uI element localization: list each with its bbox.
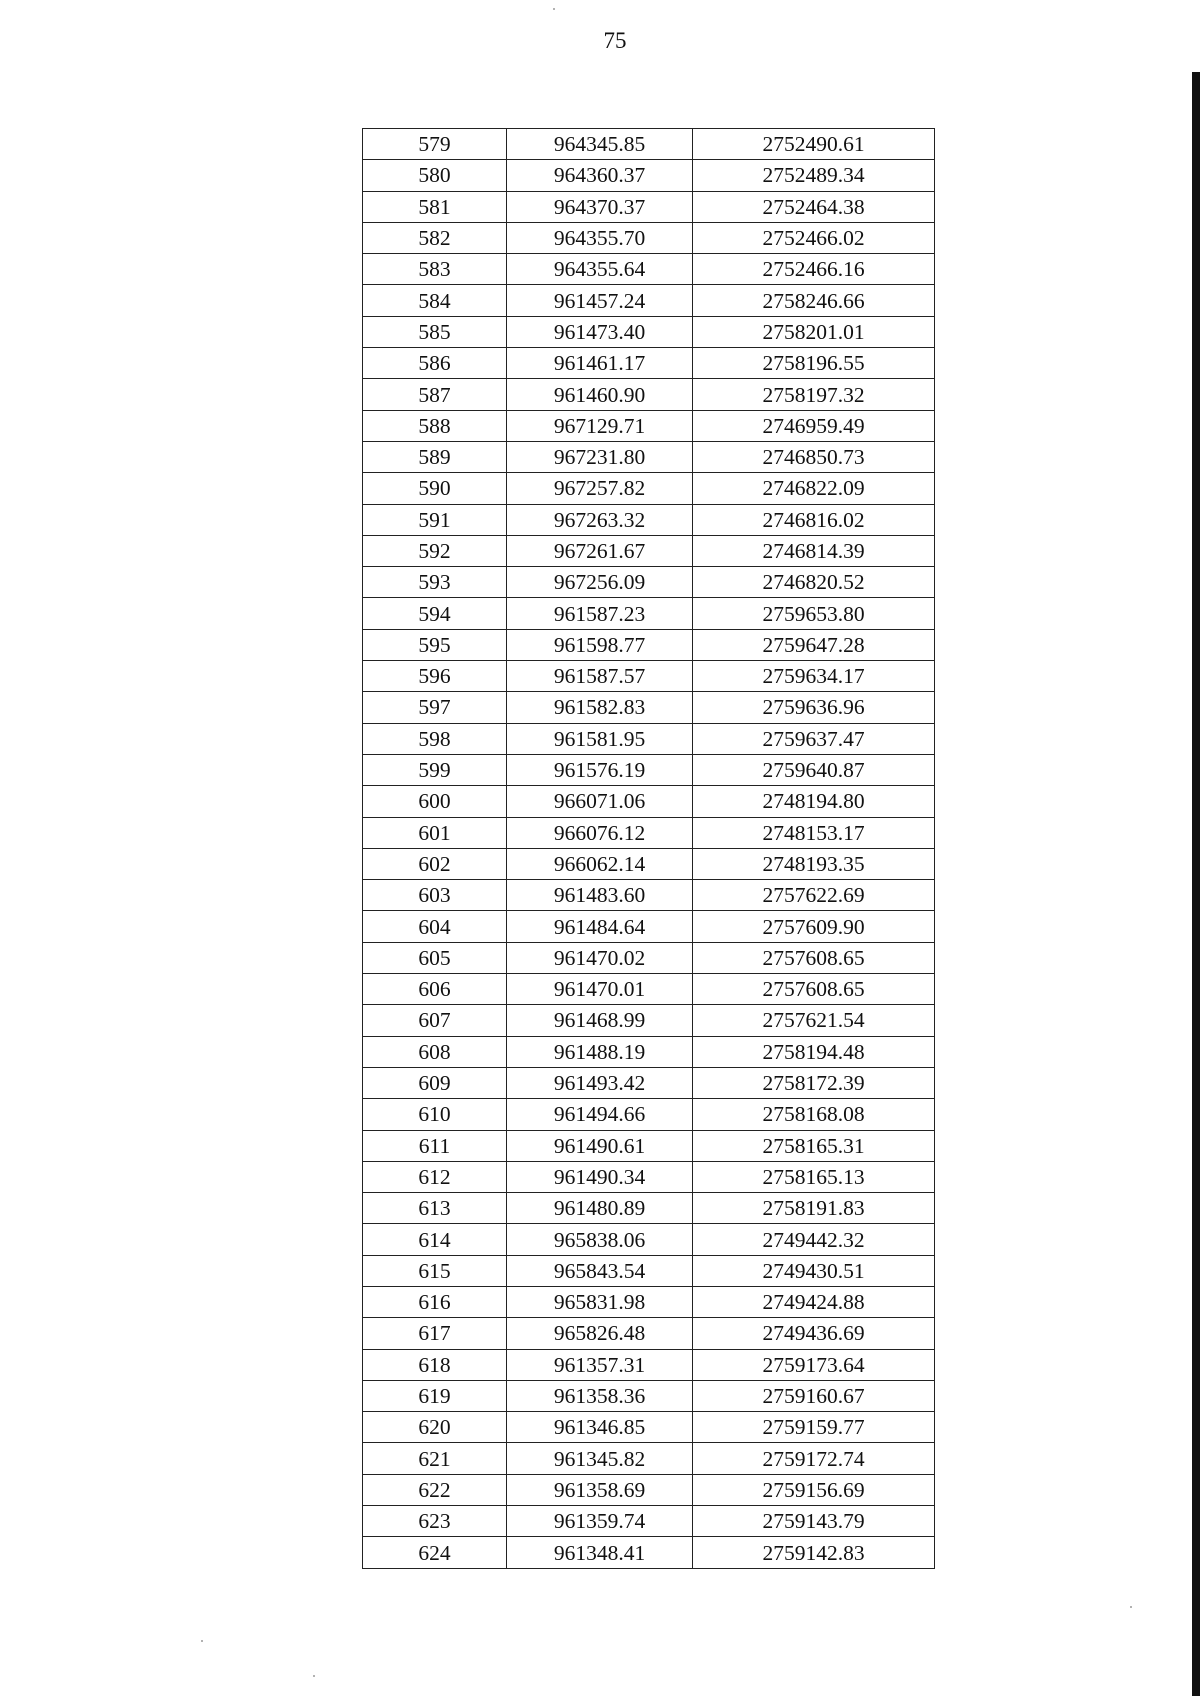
table-row bbox=[363, 629, 935, 660]
table-row bbox=[363, 1193, 935, 1224]
point-number-cell: 620 bbox=[363, 1412, 507, 1443]
x-coordinate-cell: 964360.37 bbox=[507, 160, 693, 191]
x-coordinate-cell: 961358.36 bbox=[507, 1380, 693, 1411]
y-coordinate-cell: 2749436.69 bbox=[693, 1318, 935, 1349]
y-coordinate-cell: 2752466.02 bbox=[693, 222, 935, 253]
point-number-cell: 610 bbox=[363, 1099, 507, 1130]
y-coordinate-cell: 2749442.32 bbox=[693, 1224, 935, 1255]
y-coordinate-cell: 2759143.79 bbox=[693, 1506, 935, 1537]
point-number-cell: 604 bbox=[363, 911, 507, 942]
table-row bbox=[363, 1349, 935, 1380]
x-coordinate-cell: 964355.64 bbox=[507, 254, 693, 285]
x-coordinate-cell: 967231.80 bbox=[507, 441, 693, 472]
x-coordinate-cell: 961587.23 bbox=[507, 598, 693, 629]
y-coordinate-cell: 2759637.47 bbox=[693, 723, 935, 754]
point-number-cell: 587 bbox=[363, 379, 507, 410]
x-coordinate-cell: 961494.66 bbox=[507, 1099, 693, 1130]
x-coordinate-cell: 967256.09 bbox=[507, 567, 693, 598]
table-row bbox=[363, 316, 935, 347]
point-number-cell: 623 bbox=[363, 1506, 507, 1537]
x-coordinate-cell: 965838.06 bbox=[507, 1224, 693, 1255]
y-coordinate-cell: 2759634.17 bbox=[693, 661, 935, 692]
point-number-cell: 586 bbox=[363, 348, 507, 379]
table-row bbox=[363, 504, 935, 535]
x-coordinate-cell: 961576.19 bbox=[507, 754, 693, 785]
point-number-cell: 622 bbox=[363, 1474, 507, 1505]
point-number-cell: 596 bbox=[363, 661, 507, 692]
table-row bbox=[363, 1412, 935, 1443]
page-number: 75 bbox=[603, 28, 627, 53]
y-coordinate-cell: 2748193.35 bbox=[693, 848, 935, 879]
y-coordinate-cell: 2758194.48 bbox=[693, 1036, 935, 1067]
x-coordinate-cell: 961357.31 bbox=[507, 1349, 693, 1380]
table-row bbox=[363, 1474, 935, 1505]
point-number-cell: 597 bbox=[363, 692, 507, 723]
y-coordinate-cell: 2759653.80 bbox=[693, 598, 935, 629]
point-number-cell: 615 bbox=[363, 1255, 507, 1286]
table-row bbox=[363, 379, 935, 410]
x-coordinate-cell: 961581.95 bbox=[507, 723, 693, 754]
point-number-cell: 612 bbox=[363, 1161, 507, 1192]
x-coordinate-cell: 961346.85 bbox=[507, 1412, 693, 1443]
y-coordinate-cell: 2748194.80 bbox=[693, 786, 935, 817]
x-coordinate-cell: 966076.12 bbox=[507, 817, 693, 848]
y-coordinate-cell: 2752464.38 bbox=[693, 191, 935, 222]
point-number-cell: 585 bbox=[363, 316, 507, 347]
point-number-cell: 593 bbox=[363, 567, 507, 598]
table-row bbox=[363, 129, 935, 160]
y-coordinate-cell: 2746820.52 bbox=[693, 567, 935, 598]
scan-speck bbox=[313, 1675, 315, 1677]
x-coordinate-cell: 961483.60 bbox=[507, 880, 693, 911]
x-coordinate-cell: 961490.34 bbox=[507, 1161, 693, 1192]
table-row bbox=[363, 723, 935, 754]
x-coordinate-cell: 961460.90 bbox=[507, 379, 693, 410]
x-coordinate-cell: 961493.42 bbox=[507, 1067, 693, 1098]
y-coordinate-cell: 2759156.69 bbox=[693, 1474, 935, 1505]
table-row bbox=[363, 441, 935, 472]
point-number-cell: 608 bbox=[363, 1036, 507, 1067]
y-coordinate-cell: 2757608.65 bbox=[693, 974, 935, 1005]
x-coordinate-cell: 961480.89 bbox=[507, 1193, 693, 1224]
point-number-cell: 588 bbox=[363, 410, 507, 441]
x-coordinate-cell: 965843.54 bbox=[507, 1255, 693, 1286]
y-coordinate-cell: 2759647.28 bbox=[693, 629, 935, 660]
point-number-cell: 614 bbox=[363, 1224, 507, 1255]
x-coordinate-cell: 966071.06 bbox=[507, 786, 693, 817]
table-row bbox=[363, 535, 935, 566]
table-row bbox=[363, 817, 935, 848]
point-number-cell: 617 bbox=[363, 1318, 507, 1349]
table-row bbox=[363, 1224, 935, 1255]
scan-speck bbox=[1130, 1606, 1132, 1608]
table-row bbox=[363, 1443, 935, 1474]
y-coordinate-cell: 2758191.83 bbox=[693, 1193, 935, 1224]
x-coordinate-cell: 961348.41 bbox=[507, 1537, 693, 1568]
point-number-cell: 621 bbox=[363, 1443, 507, 1474]
point-number-cell: 601 bbox=[363, 817, 507, 848]
point-number-cell: 619 bbox=[363, 1380, 507, 1411]
x-coordinate-cell: 961358.69 bbox=[507, 1474, 693, 1505]
y-coordinate-cell: 2757609.90 bbox=[693, 911, 935, 942]
point-number-cell: 591 bbox=[363, 504, 507, 535]
table-row bbox=[363, 942, 935, 973]
y-coordinate-cell: 2758201.01 bbox=[693, 316, 935, 347]
point-number-cell: 607 bbox=[363, 1005, 507, 1036]
point-number-cell: 579 bbox=[363, 129, 507, 160]
x-coordinate-cell: 967263.32 bbox=[507, 504, 693, 535]
table-row bbox=[363, 1380, 935, 1411]
table-row bbox=[363, 191, 935, 222]
table-row bbox=[363, 1318, 935, 1349]
x-coordinate-cell: 961359.74 bbox=[507, 1506, 693, 1537]
point-number-cell: 584 bbox=[363, 285, 507, 316]
y-coordinate-cell: 2752490.61 bbox=[693, 129, 935, 160]
table-row bbox=[363, 160, 935, 191]
y-coordinate-cell: 2758165.31 bbox=[693, 1130, 935, 1161]
coordinates-table bbox=[362, 128, 935, 1569]
point-number-cell: 613 bbox=[363, 1193, 507, 1224]
table-row bbox=[363, 911, 935, 942]
table-row bbox=[363, 661, 935, 692]
table-row bbox=[363, 1537, 935, 1568]
y-coordinate-cell: 2758172.39 bbox=[693, 1067, 935, 1098]
table-row bbox=[363, 1130, 935, 1161]
point-number-cell: 616 bbox=[363, 1286, 507, 1317]
y-coordinate-cell: 2759159.77 bbox=[693, 1412, 935, 1443]
point-number-cell: 609 bbox=[363, 1067, 507, 1098]
table-row bbox=[363, 410, 935, 441]
y-coordinate-cell: 2748153.17 bbox=[693, 817, 935, 848]
x-coordinate-cell: 964370.37 bbox=[507, 191, 693, 222]
x-coordinate-cell: 961484.64 bbox=[507, 911, 693, 942]
x-coordinate-cell: 961461.17 bbox=[507, 348, 693, 379]
table-row bbox=[363, 754, 935, 785]
point-number-cell: 611 bbox=[363, 1130, 507, 1161]
y-coordinate-cell: 2746814.39 bbox=[693, 535, 935, 566]
point-number-cell: 606 bbox=[363, 974, 507, 1005]
table-row bbox=[363, 1067, 935, 1098]
scan-speck bbox=[201, 1640, 203, 1642]
table-row bbox=[363, 222, 935, 253]
point-number-cell: 624 bbox=[363, 1537, 507, 1568]
table-row bbox=[363, 285, 935, 316]
table-row bbox=[363, 1036, 935, 1067]
table-row bbox=[363, 1161, 935, 1192]
y-coordinate-cell: 2749430.51 bbox=[693, 1255, 935, 1286]
y-coordinate-cell: 2746822.09 bbox=[693, 473, 935, 504]
y-coordinate-cell: 2759160.67 bbox=[693, 1380, 935, 1411]
x-coordinate-cell: 967261.67 bbox=[507, 535, 693, 566]
table-row bbox=[363, 598, 935, 629]
y-coordinate-cell: 2759640.87 bbox=[693, 754, 935, 785]
y-coordinate-cell: 2746850.73 bbox=[693, 441, 935, 472]
point-number-cell: 598 bbox=[363, 723, 507, 754]
y-coordinate-cell: 2749424.88 bbox=[693, 1286, 935, 1317]
y-coordinate-cell: 2746816.02 bbox=[693, 504, 935, 535]
y-coordinate-cell: 2758165.13 bbox=[693, 1161, 935, 1192]
y-coordinate-cell: 2759173.64 bbox=[693, 1349, 935, 1380]
x-coordinate-cell: 966062.14 bbox=[507, 848, 693, 879]
y-coordinate-cell: 2758168.08 bbox=[693, 1099, 935, 1130]
y-coordinate-cell: 2758246.66 bbox=[693, 285, 935, 316]
table-row bbox=[363, 567, 935, 598]
y-coordinate-cell: 2759142.83 bbox=[693, 1537, 935, 1568]
y-coordinate-cell: 2757621.54 bbox=[693, 1005, 935, 1036]
x-coordinate-cell: 961345.82 bbox=[507, 1443, 693, 1474]
point-number-cell: 580 bbox=[363, 160, 507, 191]
point-number-cell: 589 bbox=[363, 441, 507, 472]
point-number-cell: 600 bbox=[363, 786, 507, 817]
x-coordinate-cell: 961598.77 bbox=[507, 629, 693, 660]
point-number-cell: 581 bbox=[363, 191, 507, 222]
y-coordinate-cell: 2746959.49 bbox=[693, 410, 935, 441]
point-number-cell: 582 bbox=[363, 222, 507, 253]
table-row bbox=[363, 880, 935, 911]
point-number-cell: 605 bbox=[363, 942, 507, 973]
table-row bbox=[363, 848, 935, 879]
point-number-cell: 592 bbox=[363, 535, 507, 566]
point-number-cell: 618 bbox=[363, 1349, 507, 1380]
x-coordinate-cell: 961488.19 bbox=[507, 1036, 693, 1067]
x-coordinate-cell: 967129.71 bbox=[507, 410, 693, 441]
x-coordinate-cell: 961468.99 bbox=[507, 1005, 693, 1036]
x-coordinate-cell: 965831.98 bbox=[507, 1286, 693, 1317]
table-row bbox=[363, 1005, 935, 1036]
y-coordinate-cell: 2752489.34 bbox=[693, 160, 935, 191]
x-coordinate-cell: 961470.01 bbox=[507, 974, 693, 1005]
x-coordinate-cell: 961473.40 bbox=[507, 316, 693, 347]
table-row bbox=[363, 786, 935, 817]
y-coordinate-cell: 2757608.65 bbox=[693, 942, 935, 973]
x-coordinate-cell: 961582.83 bbox=[507, 692, 693, 723]
x-coordinate-cell: 961470.02 bbox=[507, 942, 693, 973]
point-number-cell: 583 bbox=[363, 254, 507, 285]
table-row bbox=[363, 1506, 935, 1537]
x-coordinate-cell: 961490.61 bbox=[507, 1130, 693, 1161]
x-coordinate-cell: 961457.24 bbox=[507, 285, 693, 316]
point-number-cell: 595 bbox=[363, 629, 507, 660]
x-coordinate-cell: 967257.82 bbox=[507, 473, 693, 504]
table-row bbox=[363, 1255, 935, 1286]
table-row bbox=[363, 473, 935, 504]
table-row bbox=[363, 692, 935, 723]
y-coordinate-cell: 2759172.74 bbox=[693, 1443, 935, 1474]
scan-speck bbox=[553, 8, 555, 10]
y-coordinate-cell: 2758196.55 bbox=[693, 348, 935, 379]
table-row bbox=[363, 348, 935, 379]
point-number-cell: 594 bbox=[363, 598, 507, 629]
y-coordinate-cell: 2758197.32 bbox=[693, 379, 935, 410]
y-coordinate-cell: 2752466.16 bbox=[693, 254, 935, 285]
table-row bbox=[363, 254, 935, 285]
y-coordinate-cell: 2757622.69 bbox=[693, 880, 935, 911]
x-coordinate-cell: 965826.48 bbox=[507, 1318, 693, 1349]
point-number-cell: 599 bbox=[363, 754, 507, 785]
point-number-cell: 602 bbox=[363, 848, 507, 879]
x-coordinate-cell: 961587.57 bbox=[507, 661, 693, 692]
y-coordinate-cell: 2759636.96 bbox=[693, 692, 935, 723]
table-row bbox=[363, 1286, 935, 1317]
point-number-cell: 603 bbox=[363, 880, 507, 911]
x-coordinate-cell: 964355.70 bbox=[507, 222, 693, 253]
scan-edge-bar bbox=[1192, 72, 1200, 1696]
x-coordinate-cell: 964345.85 bbox=[507, 129, 693, 160]
table-row bbox=[363, 1099, 935, 1130]
table-row bbox=[363, 974, 935, 1005]
point-number-cell: 590 bbox=[363, 473, 507, 504]
